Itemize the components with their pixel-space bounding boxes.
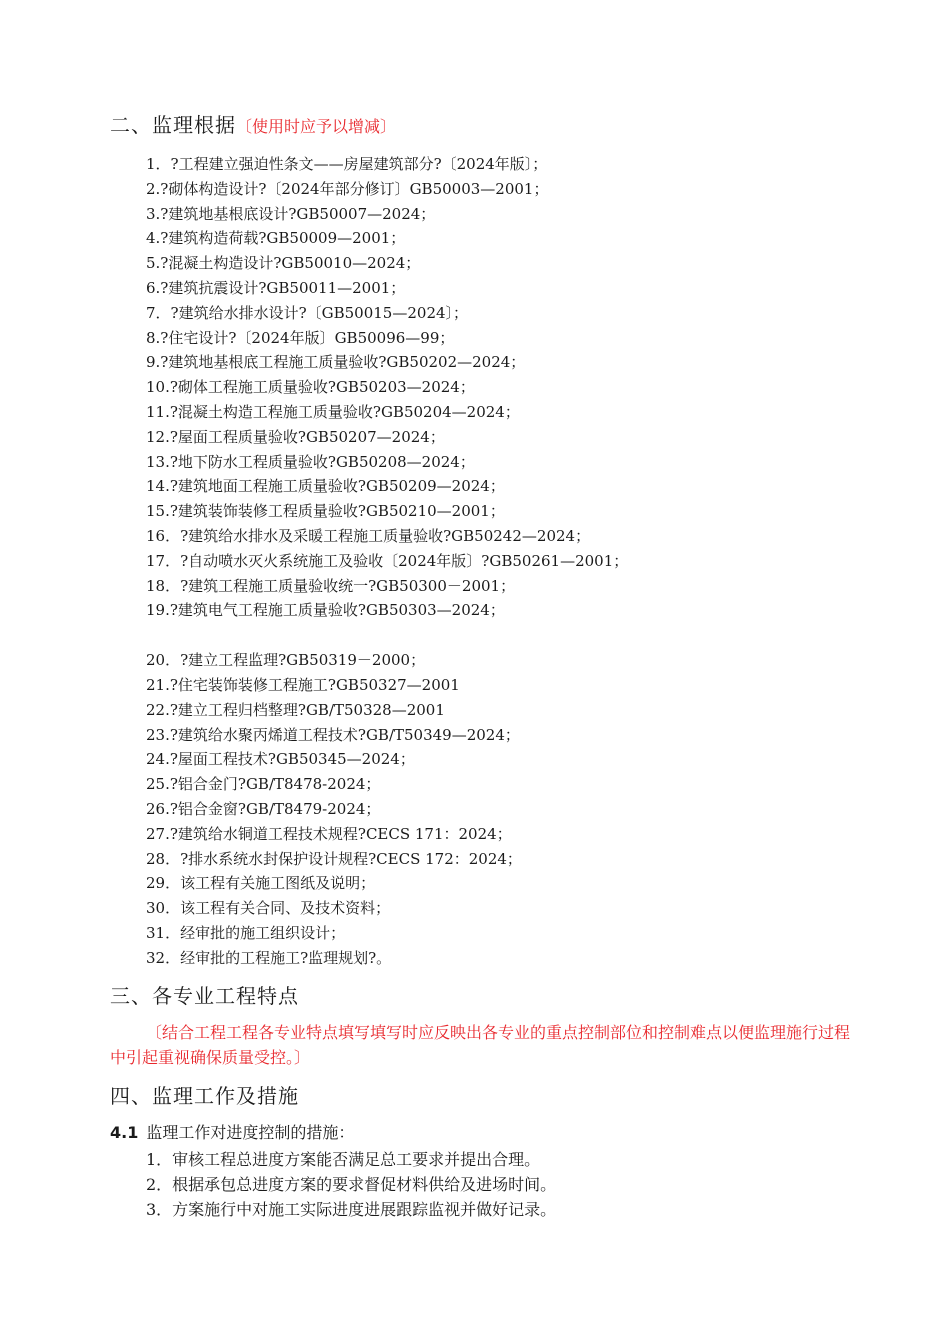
reference-item: 1．?工程建立强迫性条文——房屋建筑部分?〔2024年版〕； [146,155,548,173]
section-2-note: 〔使用时应予以增减〕 [236,117,397,136]
reference-item: 8.?住宅设计?〔2024年版〕GB50096—99； [146,328,455,347]
subsection-title: 监理工作对进度控制的措施： [146,1123,355,1142]
reference-item: 10.?砌体工程施工质量验收?GB50203—2024； [146,378,475,397]
reference-item: 29．该工程有关施工图纸及说明； [146,874,376,893]
reference-item: 31．经审批的施工组织设计； [146,923,346,942]
reference-item: 17．?自动喷水灭火系统施工及验收〔2024年版〕?GB50261—2001； [146,551,629,570]
reference-item: 21.?住宅装饰装修工程施工?GB50327—2001 [146,675,460,694]
reference-list [146,152,628,971]
progress-measures-list [146,1147,556,1222]
reference-item: 4.?建筑构造荷载?GB50009—2001； [146,229,406,248]
reference-item: 13.?地下防水工程质量验收?GB50208—2024； [146,452,475,471]
reference-item: 18．?建筑工程施工质量验收统一?GB50300－2001； [146,576,516,595]
section-4-title: 四、监理工作及措施 [110,1084,299,1108]
measure-item: 2．根据承包总进度方案的要求督促材料供给及进场时间。 [146,1175,557,1194]
reference-item: 22.?建立工程归档整理?GB/T50328—2001 [146,700,445,719]
reference-item: 28．?排水系统水封保护设计规程?CECS 172：2024； [146,849,522,868]
reference-item: 25.?铝合金门?GB/T8478-2024； [146,775,381,794]
subsection-4-1-heading [110,1122,354,1144]
subsection-number: 4.1 [110,1123,139,1142]
reference-item: 16．?建筑给水排水及采暖工程施工质量验收?GB50242—2024； [146,526,591,545]
reference-item: 2.?砌体构造设计?〔2024年部分修订〕GB50003—2001； [146,179,549,198]
reference-item: 9.?建筑地基根底工程施工质量验收?GB50202—2024； [146,353,526,372]
reference-item: 26.?铝合金窗?GB/T8479-2024； [146,799,381,818]
reference-item: 32．经审批的工程施工?监理规划?。 [146,948,392,967]
section-4-heading [110,1083,299,1109]
reference-item: 15.?建筑装饰装修工程质量验收?GB50210—2001； [146,502,505,521]
section-3-title: 三、各专业工程特点 [110,984,299,1008]
section-3-note: 〔结合工程工程各专业特点填写填写时应反映出各专业的重点控制部位和控制难点以便监理施行过程中引起重视确保质量受控。〕 [110,1023,851,1067]
section-2-title: 二、监理根据 [110,113,236,137]
reference-item: 24.?屋面工程技术?GB50345—2024； [146,750,415,769]
reference-item: 30．该工程有关合同、及技术资料； [146,899,391,918]
reference-item: 7．?建筑给水排水设计?〔GB50015—2024〕； [146,303,469,322]
reference-item: 23.?建筑给水聚丙烯道工程技术?GB/T50349—2024； [146,725,520,744]
measure-item: 3．方案施行中对施工实际进度进展跟踪监视并做好记录。 [146,1200,557,1219]
reference-item: 6.?建筑抗震设计?GB50011—2001； [146,278,406,297]
reference-item: 19.?建筑电气工程施工质量验收?GB50303—2024； [146,601,505,620]
reference-item: 20．?建立工程监理?GB50319－2000； [146,651,426,670]
reference-item: 3.?建筑地基根底设计?GB50007—2024； [146,204,436,223]
reference-item: 5.?混凝土构造设计?GB50010—2024； [146,254,421,273]
reference-item: 11.?混凝土构造工程施工质量验收?GB50204—2024； [146,402,520,421]
reference-item: 14.?建筑地面工程施工质量验收?GB50209—2024； [146,477,505,496]
section-3-heading [110,983,299,1009]
section-2-heading [110,112,396,140]
reference-item: 12.?屋面工程质量验收?GB50207—2024； [146,427,445,446]
reference-item: 27.?建筑给水铜道工程技术规程?CECS 171：2024； [146,824,512,843]
measure-item: 1．审核工程总进度方案能否满足总工要求并提出合理。 [146,1150,541,1169]
